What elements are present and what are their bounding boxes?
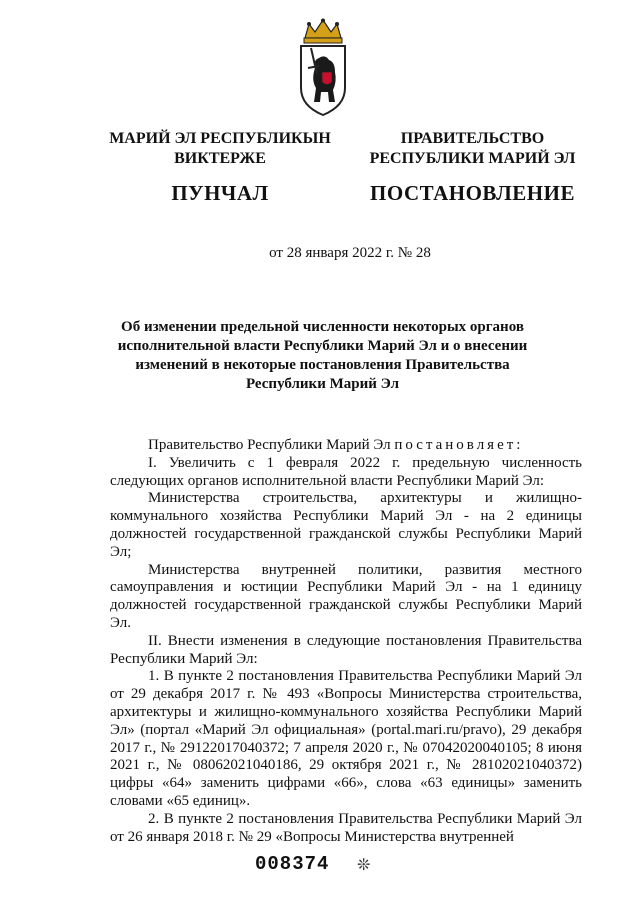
body-paragraph: 2. В пункте 2 постановления Правительства Республики Марий Эл от 26 января 2018 г. № 29 «Вопросы Министерства внутренней <box>110 810 582 845</box>
document-date-number: от 28 января 2022 г. № 28 <box>269 245 431 261</box>
header-left-line1: МАРИЙ ЭЛ РЕСПУБЛИКЫН <box>109 130 331 147</box>
body-lead-prefix: Правительство Республики Марий Эл <box>148 437 395 453</box>
serial-number: 008374 <box>255 853 330 875</box>
header-right-line1: ПРАВИТЕЛЬСТВО <box>400 130 545 147</box>
asterisk-mark-icon: ❊ <box>357 857 371 874</box>
document-title: Об изменении предельной численности некоторых органов исполнительной власти Республики Марий Эл и о внесении изменений в некоторые постановления Правительства Республики Марий Эл <box>117 319 528 392</box>
header-left-doc-type: ПУНЧАЛ <box>171 181 269 205</box>
body-paragraph: I. Увеличить с 1 февраля 2022 г. предельную численность следующих органов исполнительной власти Республики Марий Эл: <box>110 454 582 489</box>
document-body <box>110 437 582 846</box>
body-paragraph: 1. В пункте 2 постановления Правительства Республики Марий Эл от 29 декабря 2017 г. № 493 «Вопросы Министерства строительства, архитектуры и жилищно-коммунального хозяйства Республики Марий Эл» (портал «Марий Эл официальная» (portal.mari.ru/pravo), 29 декабря 2017 г., № 29122017040372; 7 апреля 2020 г., № 07042020040105; 8 июня 2021 г., № 08062021040186, 29 октября 2021 г., № 28102021040372) цифры «64» заменить цифрами «66», слова «63 единицы» заменить словами «65 единиц». <box>110 668 582 809</box>
header-left <box>95 129 345 203</box>
body-paragraph: Министерства строительства, архитектуры и жилищно-коммунального хозяйства Республики Марий Эл - на 2 единицы должностей государственной гражданской службы Республики Марий Эл; <box>110 490 582 560</box>
body-lead-spaced: постановляет: <box>394 437 524 453</box>
header-right-doc-type: ПОСТАНОВЛЕНИЕ <box>370 181 575 205</box>
coat-of-arms-icon <box>295 18 351 118</box>
body-paragraph: Министерства внутренней политики, развития местного самоуправления и юстиции Республики Марий Эл - на 1 единицу должностей государственной гражданской службы Республики Марий Эл. <box>110 561 582 631</box>
header-left-line2: ВИКТЕРЖЕ <box>174 150 266 167</box>
body-paragraph: II. Внести изменения в следующие постановления Правительства Республики Марий Эл: <box>110 632 582 667</box>
header-right <box>355 129 590 203</box>
header-right-line2: РЕСПУБЛИКИ МАРИЙ ЭЛ <box>369 150 576 167</box>
body-lead <box>110 437 582 455</box>
